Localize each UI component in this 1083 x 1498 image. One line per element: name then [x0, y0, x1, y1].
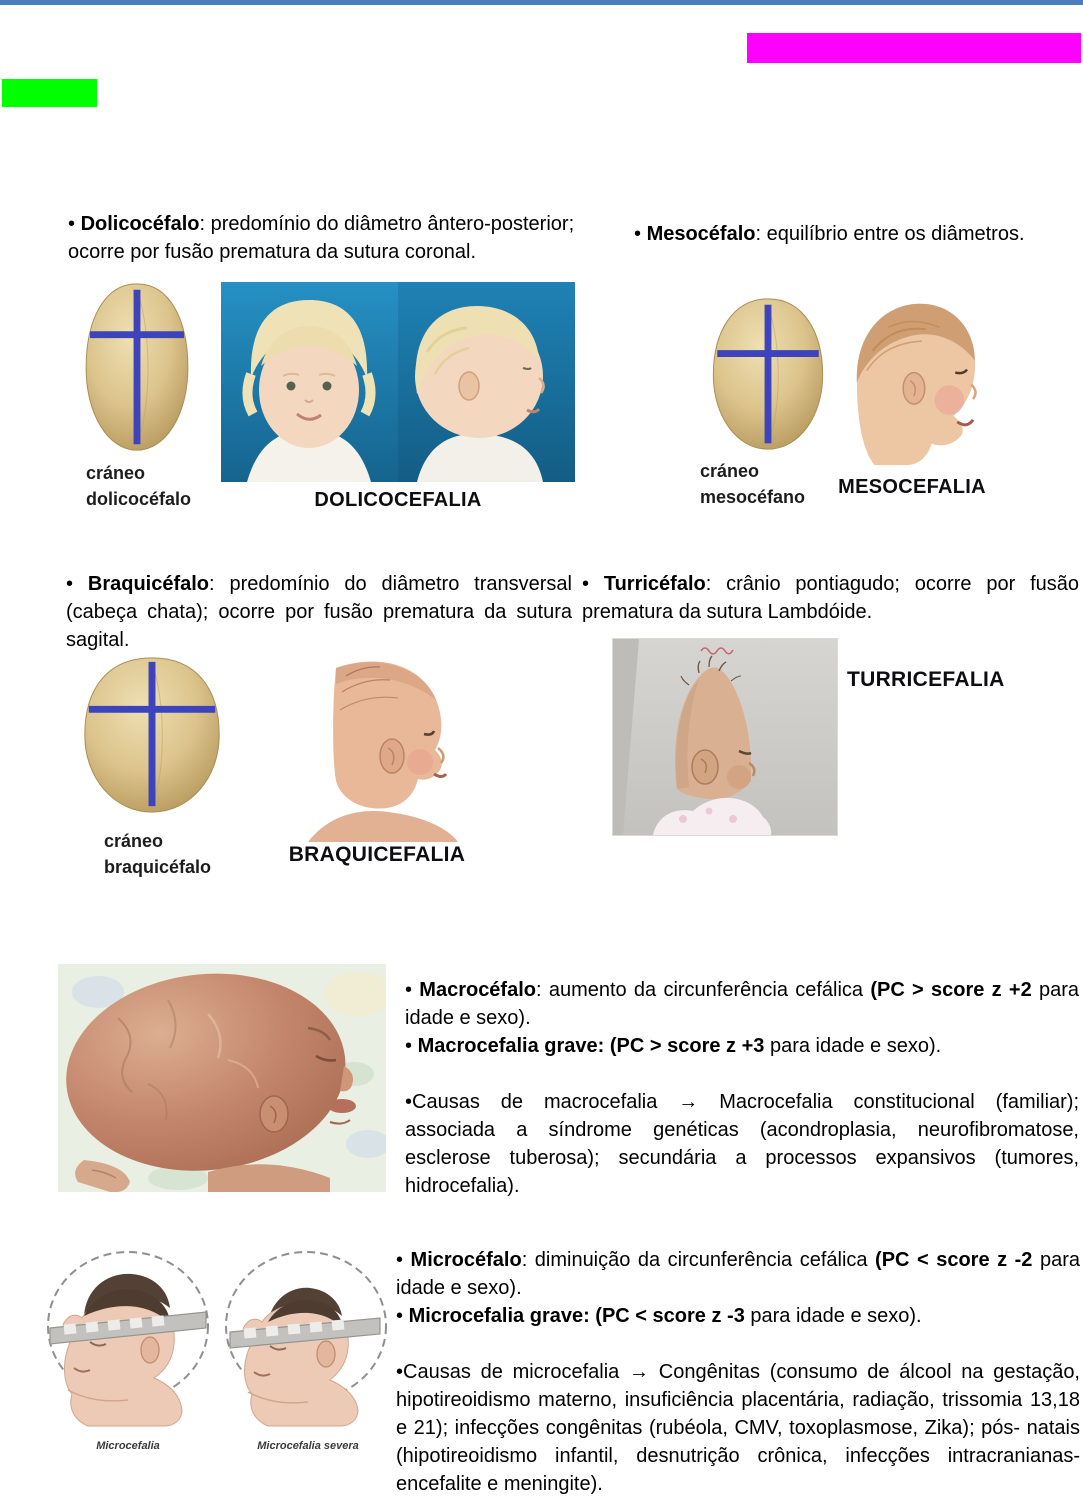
microcefalo-definition: • Microcéfalo: diminuição da circunferência cefálica (PC < score z -2 para idade e sexo).	[396, 1249, 1080, 1299]
braquicefalo-skull-drawing	[68, 650, 236, 820]
braquicefalo-definition: • Braquicéfalo: predomínio do diâmetro transversal (cabeça chata); ocorre por fusão prematura da sutura sagital.	[66, 573, 572, 651]
dolicocefalo-definition: • Dolicocéfalo: predomínio do diâmetro ântero-posterior; ocorre por fusão prematura da sutura coronal.	[68, 213, 575, 263]
microcefalia-severa-baby	[226, 1252, 386, 1426]
macrocefalia-photo	[58, 964, 386, 1192]
dolicocefalo-skull-drawing	[62, 276, 212, 458]
braquicefalia-label: BRAQUICEFALIA	[288, 843, 466, 866]
dolicocefalia-label: DOLICOCEFALIA	[314, 489, 482, 511]
mesocefalo-skull-figure	[688, 293, 848, 457]
microcefalia-causes: •Causas de microcefalia → Congênitas (consumo de álcool na gestação, hipotireoidismo materno, insuficiência placentária, radiação, trissomia 13,18 e 21); infecções congênitas (rubéola, CMV, toxoplasmose, Zika); pós- natais (hipotireoidismo infantil, desnutrição crônica, infecções intracranianas- encefalite e meningite).	[396, 1361, 1080, 1495]
caption-line: cráneo	[86, 463, 146, 483]
magenta-block	[747, 33, 1081, 63]
braquicefalo-skull-caption	[104, 828, 211, 880]
macrocefalo-definition: • Macrocéfalo: aumento da circunferência cefálica (PC > score z +2 para idade e sexo).	[405, 979, 1080, 1029]
macrocefalo-text-block	[405, 976, 1079, 1200]
caption-line: mesocéfano	[700, 487, 806, 507]
braquicefalia-photo	[288, 644, 466, 842]
dolicocefalia-photo	[221, 282, 575, 482]
microcefalia-baby	[48, 1252, 208, 1426]
turricefalia-photo	[612, 638, 838, 836]
top-bar	[0, 0, 1083, 5]
green-block	[2, 79, 97, 107]
mesocefalia-label: MESOCEFALIA	[838, 476, 986, 498]
braquicefalia-photo-drawing	[288, 644, 466, 842]
microcefalia-caption: Microcefalia	[96, 1440, 160, 1452]
mesocefalo-skull-drawing	[688, 293, 848, 457]
dolicocefalo-skull-figure	[62, 276, 212, 458]
microcefalia-grave-definition: • Microcefalia grave: (PC < score z -3 para idade e sexo).	[396, 1305, 922, 1327]
macrocefalia-grave-definition: • Macrocefalia grave: (PC > score z +3 para idade e sexo).	[405, 1035, 942, 1057]
turricefalo-definition: • Turricéfalo: crânio pontiagudo; ocorre por fusão prematura da sutura Lambdóide.	[582, 573, 1079, 623]
microcefalo-text-block	[396, 1246, 1080, 1498]
caption-line: dolicocéfalo	[86, 489, 192, 509]
caption-line: cráneo	[104, 831, 164, 851]
turricefalia-label: TURRICEFALIA	[847, 668, 1005, 691]
macrocefalia-photo-drawing	[58, 964, 386, 1192]
macrocefalia-causes: •Causas de macrocefalia → Macrocefalia constitucional (familiar); associada a síndrome genéticas (acondroplasia, neurofibromatose, esclerose tuberosa); secundária a processos expansivos (tumores, hidrocefalia).	[405, 1091, 1080, 1197]
microcefalia-figure-drawing	[28, 1242, 394, 1438]
dolicocefalo-skull-caption	[86, 460, 191, 512]
microcefalia-figure	[28, 1242, 394, 1472]
microcefalia-severa-caption: Microcefalia severa	[257, 1440, 359, 1452]
braquicefalo-skull-figure	[68, 650, 236, 820]
mesocefalo-definition: • Mesocéfalo: equilíbrio entre os diâmetros.	[634, 223, 1025, 245]
dolicocefalia-photo-drawing	[221, 282, 575, 482]
mesocefalia-photo-drawing	[828, 288, 996, 470]
turricefalia-photo-drawing	[613, 639, 837, 835]
mesocefalia-photo	[828, 288, 996, 470]
caption-line: cráneo	[700, 461, 760, 481]
caption-line: braquicéfalo	[104, 857, 212, 877]
mesocefalo-skull-caption	[700, 458, 805, 510]
